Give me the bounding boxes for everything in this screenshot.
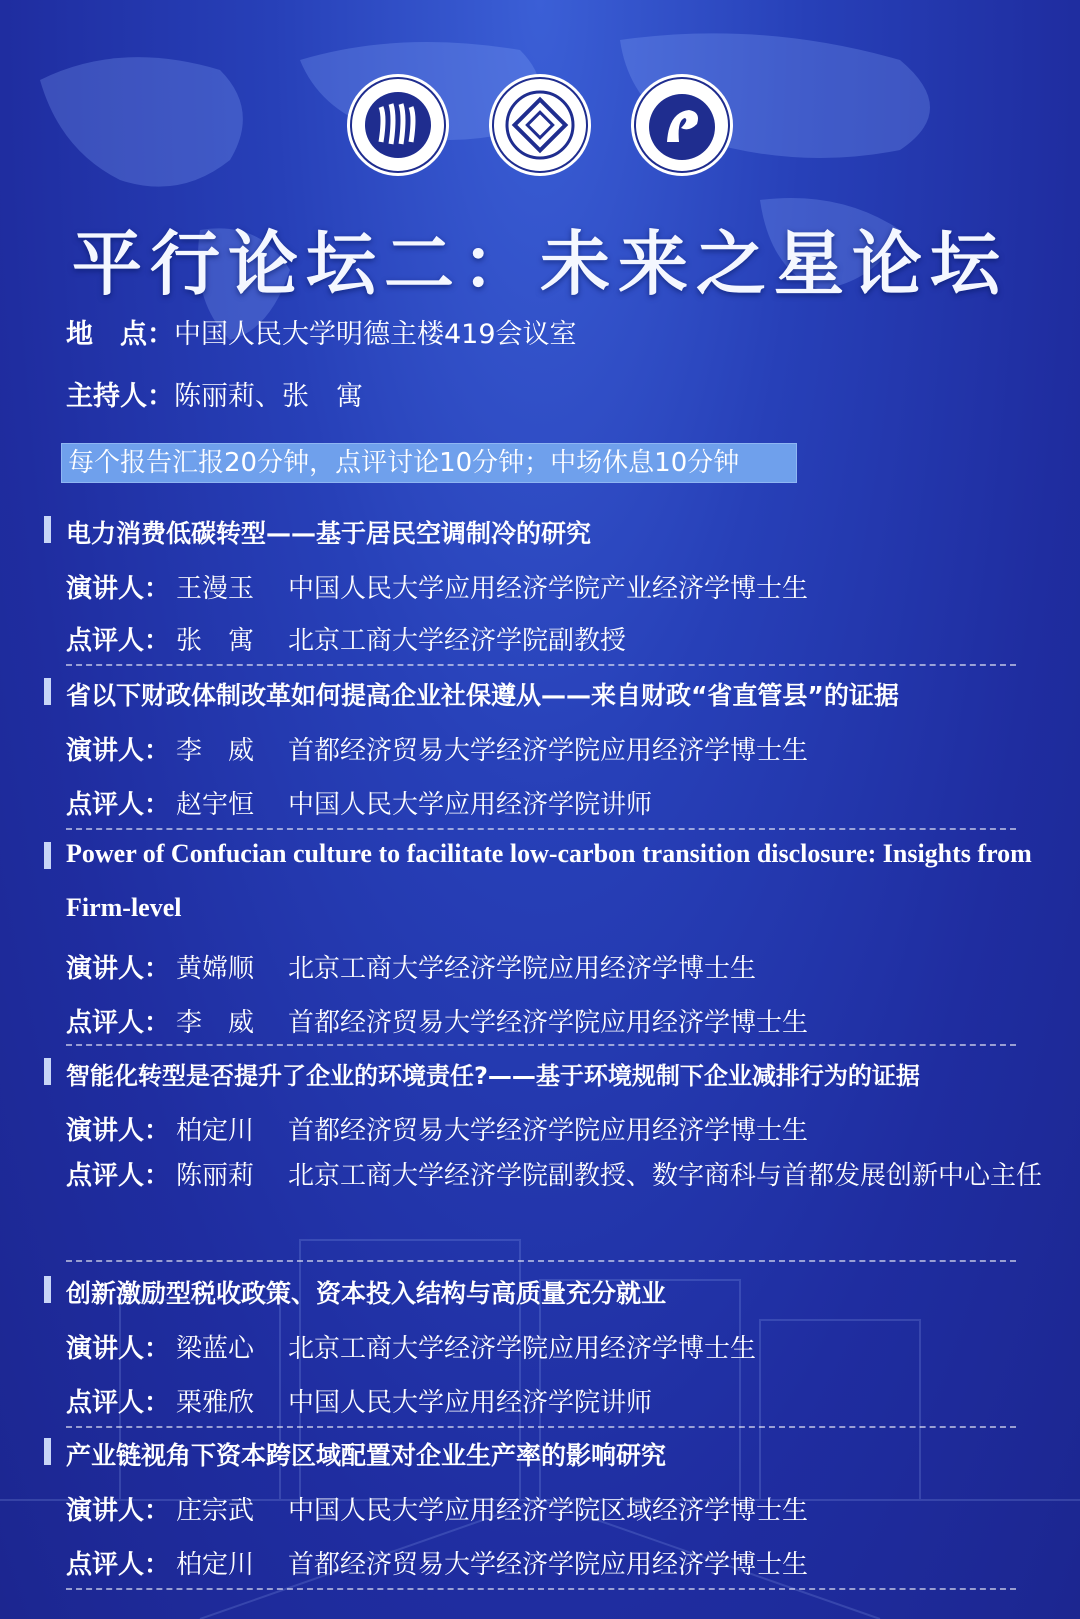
venue-label: 地 点： [66,319,174,350]
speaker-label: 演讲人： [66,954,171,984]
speaker-name: 柏定川 [176,1116,255,1146]
speaker-row [66,1110,1048,1147]
session-title: 智能化转型是否提升了企业的环境责任?——基于环境规制下企业减排行为的证据 [66,1062,920,1090]
reviewer-affiliation: 中国人民大学应用经济学院讲师 [288,790,653,820]
reviewer-label: 点评人： [66,1388,171,1418]
speaker-name: 梁蓝心 [176,1334,255,1364]
reviewer-row [66,1382,1048,1419]
reviewer-name: 栗雅欣 [176,1388,255,1418]
session-marker [44,516,51,543]
speaker-label: 演讲人： [66,1334,171,1364]
session-title: 电力消费低碳转型——基于居民空调制冷的研究 [66,519,592,548]
speaker-affiliation: 中国人民大学应用经济学院产业经济学博士生 [288,574,809,604]
renmin-university-seal-icon [345,72,451,178]
speaker-name: 王漫玉 [176,574,255,604]
reviewer-row [66,1002,1048,1039]
schedule-notice: 每个报告汇报20分钟，点评讨论10分钟；中场休息10分钟 [62,444,796,482]
divider [66,1260,1016,1262]
divider [66,1588,1016,1590]
beijing-technology-business-seal-icon [487,72,593,178]
reviewer-name: 柏定川 [176,1550,255,1580]
speaker-name: 李 威 [176,736,255,766]
reviewer-name: 李 威 [176,1008,255,1038]
reviewer-row [66,1150,1048,1203]
venue-value: 中国人民大学明德主楼419会议室 [174,319,577,350]
speaker-row [66,1328,1048,1365]
speaker-affiliation: 中国人民大学应用经济学院区域经济学博士生 [288,1496,809,1526]
reviewer-name: 陈丽莉 [176,1161,255,1191]
reviewer-label: 点评人： [66,1008,171,1038]
session-title: 省以下财政体制改革如何提高企业社保遵从——来自财政“省直管县”的证据 [66,681,899,710]
speaker-name: 庄宗武 [176,1496,255,1526]
speaker-affiliation: 北京工商大学经济学院应用经济学博士生 [288,954,757,984]
page-title: 平行论坛二：未来之星论坛 [72,223,1008,305]
speaker-affiliation: 首都经济贸易大学经济学院应用经济学博士生 [288,736,809,766]
divider [66,1044,1016,1046]
session-marker [44,1438,51,1465]
session-marker [44,842,51,869]
reviewer-affiliation: 首都经济贸易大学经济学院应用经济学博士生 [288,1008,809,1038]
divider [66,1426,1016,1428]
reviewer-affiliation: 北京工商大学经济学院副教授、数字商科与首都发展创新中心主任 [288,1161,1043,1191]
speaker-affiliation: 北京工商大学经济学院应用经济学博士生 [288,1334,757,1364]
reviewer-name: 张 寓 [176,626,255,656]
session-title: Power of Confucian culture to facilitate low-carbon transition disclosure: Insights from Firm-level [66,839,1032,922]
divider [66,664,1016,666]
reviewer-affiliation: 中国人民大学应用经济学院讲师 [288,1388,653,1418]
session-marker [44,678,51,705]
speaker-row [66,730,1048,767]
speaker-label: 演讲人： [66,736,171,766]
reviewer-label: 点评人： [66,1161,171,1191]
speaker-row [66,568,1048,605]
venue-line [66,312,577,351]
capital-university-economics-seal-icon [629,72,735,178]
reviewer-name: 赵宇恒 [176,790,255,820]
reviewer-row [66,620,1048,657]
session-title: 产业链视角下资本跨区域配置对企业生产率的影响研究 [66,1441,667,1470]
speaker-label: 演讲人： [66,1116,171,1146]
reviewer-label: 点评人： [66,626,171,656]
speaker-name: 黄嫦顺 [176,954,255,984]
reviewer-affiliation: 首都经济贸易大学经济学院应用经济学博士生 [288,1550,809,1580]
reviewer-affiliation: 北京工商大学经济学院副教授 [288,626,627,656]
session-marker [44,1058,51,1085]
reviewer-label: 点评人： [66,1550,171,1580]
university-logos [0,72,1080,178]
host-label: 主持人： [66,381,174,412]
reviewer-row [66,784,1048,821]
speaker-label: 演讲人： [66,574,171,604]
reviewer-row [66,1544,1048,1581]
reviewer-label: 点评人： [66,790,171,820]
speaker-label: 演讲人： [66,1496,171,1526]
session-title: 创新激励型税收政策、资本投入结构与高质量充分就业 [66,1279,667,1308]
speaker-row [66,1490,1048,1527]
session-marker [44,1276,51,1303]
speaker-affiliation: 首都经济贸易大学经济学院应用经济学博士生 [288,1116,809,1146]
host-value: 陈丽莉、张 寓 [174,381,363,412]
speaker-row [66,948,1048,985]
host-line [66,374,363,413]
